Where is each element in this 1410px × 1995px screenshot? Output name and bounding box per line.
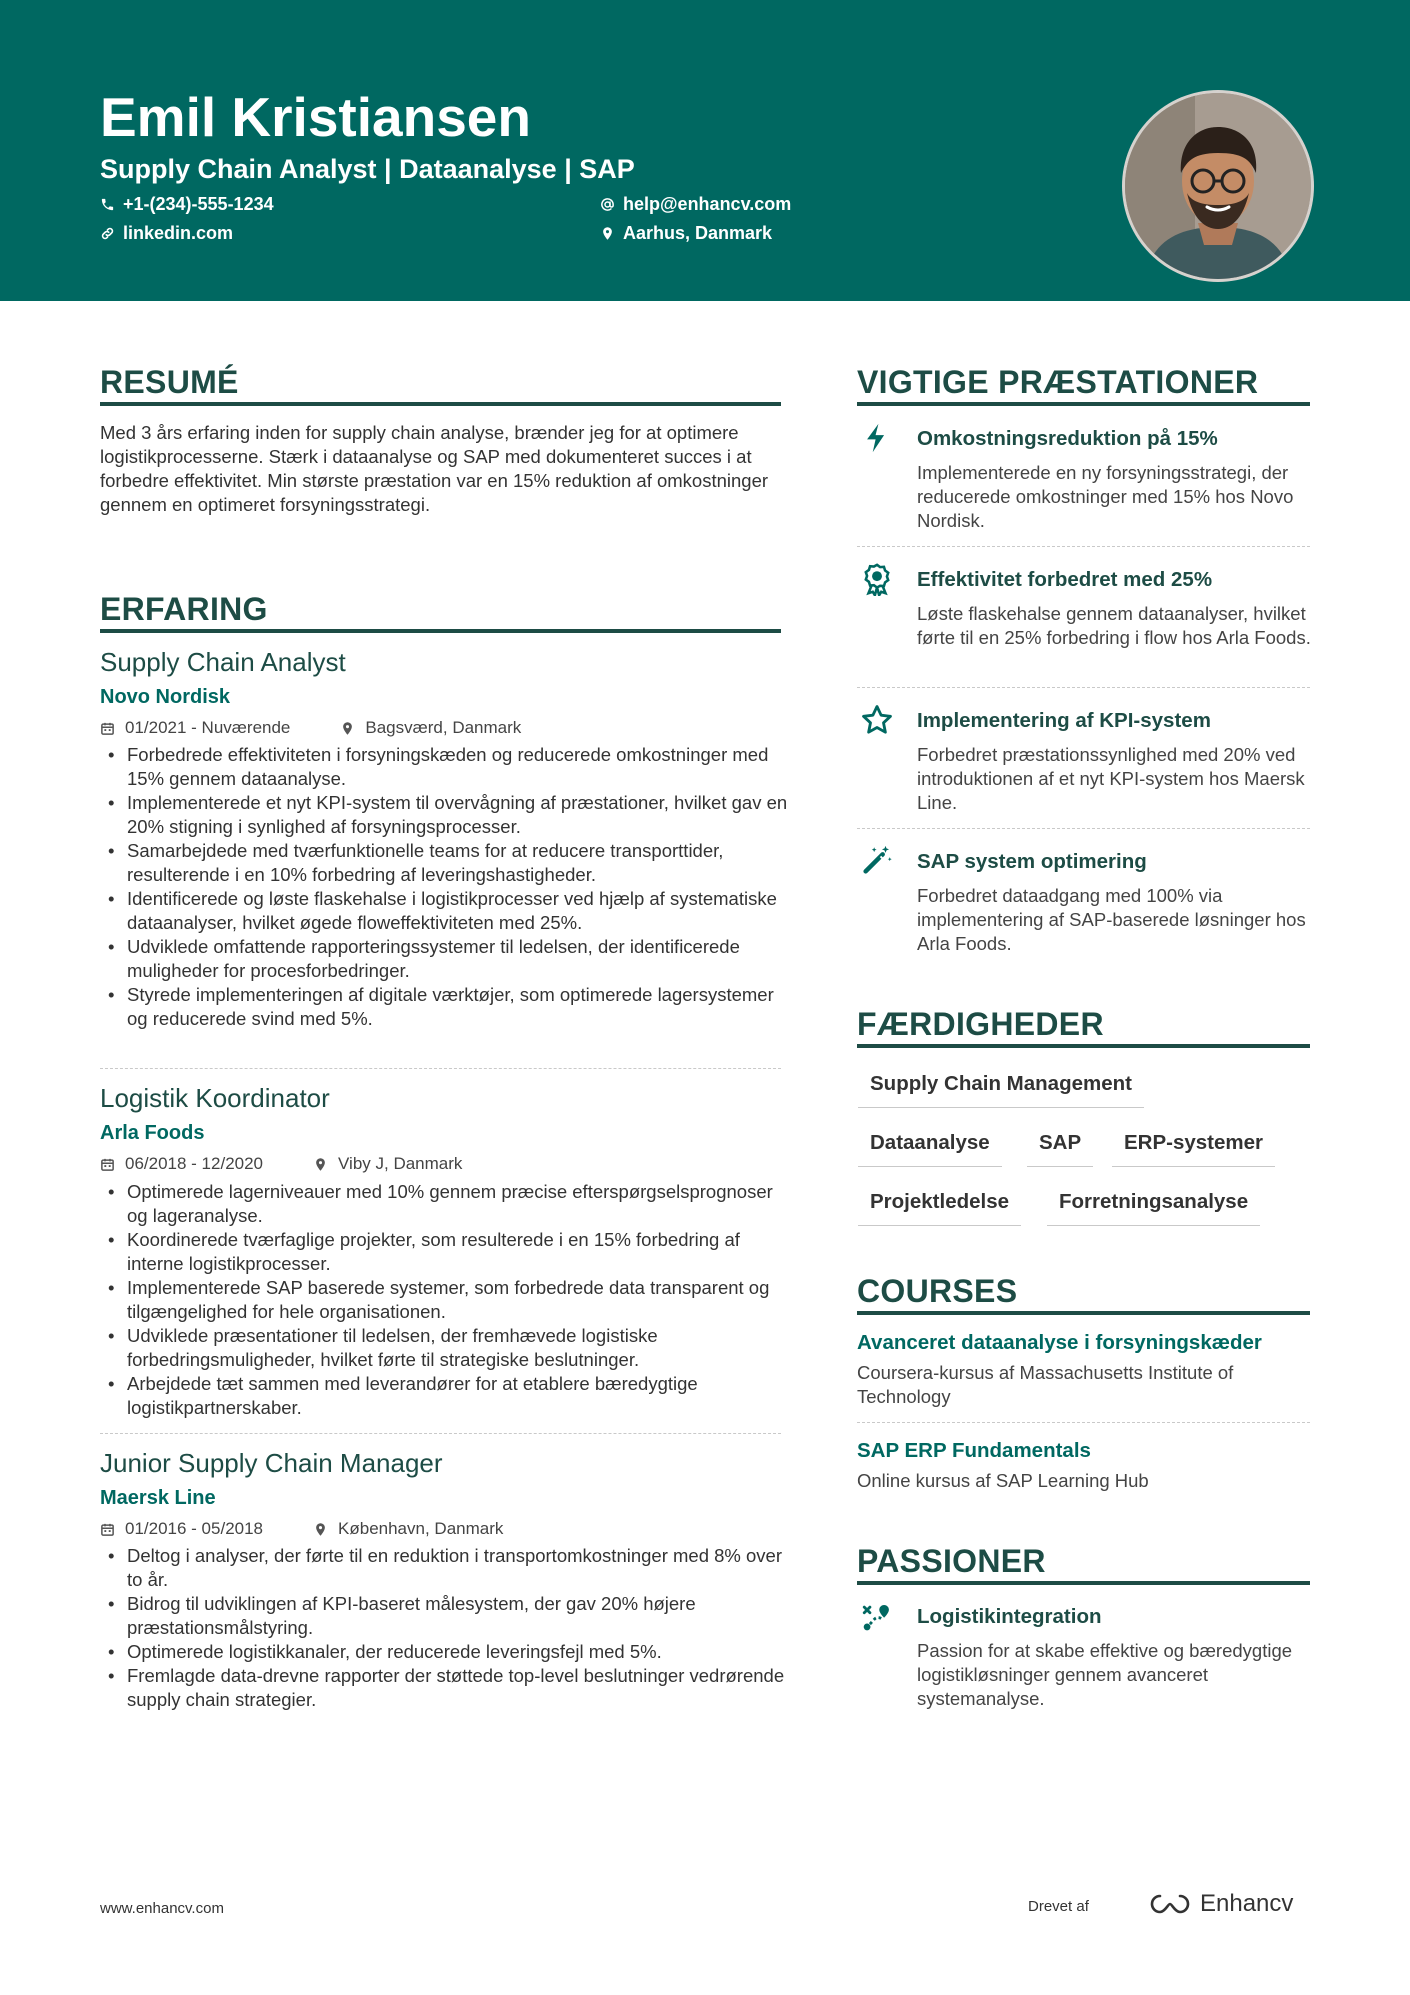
skill-tag: Supply Chain Management	[858, 1071, 1144, 1108]
summary-rule	[100, 402, 781, 406]
email-text: help@enhancv.com	[623, 194, 792, 214]
job-divider	[100, 1433, 781, 1434]
job-bullet: • Optimerede logistikkanaler, der reducerede leveringsfejl med 5%.	[100, 1640, 790, 1664]
job-bullet: • Optimerede lagerniveauer med 10% gennem præcise efterspørgselsprognoser og lageranalyse.	[100, 1180, 790, 1228]
skill-tag: Forretningsanalyse	[1047, 1189, 1260, 1226]
course-desc: Online kursus af SAP Learning Hub	[857, 1470, 1149, 1491]
skills-heading: FÆRDIGHEDER	[857, 1006, 1104, 1042]
achievements-heading: VIGTIGE PRÆSTATIONER	[857, 364, 1259, 400]
summary-heading: RESUMÉ	[100, 364, 239, 400]
job-bullet: • Koordinerede tværfaglige projekter, som resulterede i en 15% forbedring af interne logistikprocesser.	[100, 1228, 790, 1276]
job-bullet: • Forbedrede effektiviteten i forsyningskæden og reducerede omkostninger med 15% gennem dataanalyse.	[100, 743, 790, 791]
job-company: Novo Nordisk	[100, 686, 231, 708]
portrait-illustration	[1125, 93, 1311, 279]
skill-tag: ERP-systemer	[1112, 1130, 1275, 1167]
award-ribbon-icon	[860, 562, 894, 596]
job-bullet: • Identificerede og løste flaskehalse i logistikprocesser ved hjælp af systematiske dataanalyser, hvilket øgede floweffektiviteten med 25%.	[100, 887, 790, 935]
courses-rule	[857, 1311, 1310, 1315]
job-meta	[100, 1518, 503, 1540]
candidate-title: Supply Chain Analyst | Dataanalyse | SAP	[100, 154, 635, 184]
achievement-title: Effektivitet forbedret med 25%	[917, 568, 1213, 591]
job-bullet: • Udviklede præsentationer til ledelsen, der fremhævede logistiske forbedringsmuligheder, hvilket førte til strategiske beslutninger.	[100, 1324, 790, 1372]
achievement-divider	[857, 546, 1310, 547]
at-icon	[600, 197, 615, 212]
phone-icon	[100, 197, 115, 212]
achievement-title: Implementering af KPI-system	[917, 709, 1211, 732]
location-text: Aarhus, Danmark	[623, 223, 773, 243]
job-bullet: • Arbejdede tæt sammen med leverandører for at etablere bæredygtige logistikpartnerskaber.	[100, 1372, 790, 1420]
job-title: Logistik Koordinator	[100, 1083, 330, 1113]
achievement-title: Omkostningsreduktion på 15%	[917, 427, 1218, 450]
job-bullet: • Implementerede SAP baserede systemer, som forbedrede data transparent og tilgængelighed for hele organisationen.	[100, 1276, 790, 1324]
magic-wand-icon	[860, 843, 894, 877]
candidate-name: Emil Kristiansen	[100, 86, 531, 148]
achievement-divider	[857, 828, 1310, 829]
achievements-rule	[857, 402, 1310, 406]
resume-header	[0, 0, 1410, 301]
experience-heading: ERFARING	[100, 591, 268, 627]
job-dates: 01/2021 - Nuværende	[125, 718, 291, 737]
route-icon	[860, 1600, 894, 1634]
lightning-icon	[860, 421, 894, 455]
contact-location	[600, 221, 772, 245]
courses-heading: COURSES	[857, 1273, 1018, 1309]
experience-rule	[100, 629, 781, 633]
job-dates: 01/2016 - 05/2018	[125, 1519, 264, 1538]
skill-tag: SAP	[1027, 1130, 1093, 1167]
skill-tag: Projektledelse	[858, 1189, 1021, 1226]
job-bullet: • Fremlagde data-drevne rapporter der støttede top-level beslutninger vedrørende supply chain strategier.	[100, 1664, 790, 1712]
course-title: SAP ERP Fundamentals	[857, 1439, 1091, 1462]
enhancv-logo-text: Enhancv	[1200, 1890, 1294, 1917]
job-company: Arla Foods	[100, 1122, 205, 1144]
job-company: Maersk Line	[100, 1487, 216, 1509]
footer-website[interactable]: www.enhancv.com	[100, 1900, 224, 1917]
achievement-desc: Forbedret præstationssynlighed med 20% ved introduktionen af et nyt KPI-system hos Maersk Line.	[917, 744, 1305, 813]
location-pin-icon	[340, 721, 355, 736]
passion-title: Logistikintegration	[917, 1605, 1102, 1628]
course-desc: Coursera-kursus af Massachusetts Institute of Technology	[857, 1362, 1234, 1407]
achievement-desc: Implementerede en ny forsyningsstrategi, der reducerede omkostninger med 15% hos Novo Nordisk.	[917, 462, 1294, 531]
job-bullets	[100, 1544, 790, 1712]
job-bullet: • Udviklede omfattende rapporteringssystemer til ledelsen, der identificerede muligheder for procesforbedringer.	[100, 935, 790, 983]
star-icon	[860, 703, 894, 737]
job-bullet: • Bidrog til udviklingen af KPI-baseret målesystem, der gav 20% højere præstationsmålstyring.	[100, 1592, 790, 1640]
achievement-desc: Forbedret dataadgang med 100% via implementering af SAP-baserede løsninger hos Arla Foods.	[917, 885, 1306, 954]
achievement-desc: Løste flaskehalse gennem dataanalyser, hvilket førte til en 25% forbedring i flow hos Arla Foods.	[917, 603, 1311, 648]
contact-linkedin[interactable]	[100, 221, 233, 245]
location-pin-icon	[600, 226, 615, 241]
job-bullet: • Implementerede et nyt KPI-system til overvågning af præstationer, hvilket gav en 20% stigning i synlighed af forsyningsprocesser.	[100, 791, 790, 839]
job-bullet: • Samarbejdede med tværfunktionelle teams for at reducere transporttider, resulterende i en 10% forbedring af leveringshastigheder.	[100, 839, 790, 887]
job-bullet: • Styrede implementeringen af digitale værktøjer, som optimerede lagersystemer og reducerede svind med 5%.	[100, 983, 790, 1031]
job-location: Viby J, Danmark	[338, 1154, 463, 1173]
contact-phone[interactable]	[100, 192, 274, 216]
passion-heading: PASSIONER	[857, 1543, 1046, 1579]
linkedin-text: linkedin.com	[123, 223, 234, 243]
profile-photo	[1122, 90, 1314, 282]
achievement-title: SAP system optimering	[917, 850, 1147, 873]
course-divider	[857, 1422, 1310, 1423]
calendar-icon	[100, 1522, 115, 1537]
phone-text: +1-(234)-555-1234	[123, 194, 274, 214]
job-divider	[100, 1068, 781, 1069]
calendar-icon	[100, 1157, 115, 1172]
job-bullet: • Deltog i analyser, der førte til en reduktion i transportomkostninger med 8% over to år.	[100, 1544, 790, 1592]
skills-rule	[857, 1044, 1310, 1048]
job-bullets	[100, 743, 790, 1031]
job-bullets	[100, 1180, 790, 1420]
job-title: Junior Supply Chain Manager	[100, 1448, 443, 1478]
job-meta	[100, 1153, 462, 1175]
passion-rule	[857, 1581, 1310, 1585]
footer-powered-by: Drevet af	[1028, 1898, 1089, 1915]
skill-tag: Dataanalyse	[858, 1130, 1002, 1167]
calendar-icon	[100, 721, 115, 736]
enhancv-logo-icon	[1148, 1892, 1192, 1916]
location-pin-icon	[313, 1157, 328, 1172]
summary-text: Med 3 års erfaring inden for supply chain analyse, brænder jeg for at optimere logistikprocesserne. Stærk i dataanalyse og SAP med dokumenteret succes i at forbedre effektivitet. Min største præstation var en 15% reduktion af omkostninger gennem en optimeret forsyningsstrategi.	[100, 422, 769, 515]
passion-desc: Passion for at skabe effektive og bæredygtige logistikløsninger gennem avanceret systemanalyse.	[917, 1640, 1293, 1709]
job-title: Supply Chain Analyst	[100, 647, 346, 677]
contact-email[interactable]	[600, 192, 791, 216]
course-title: Avanceret dataanalyse i forsyningskæder	[857, 1331, 1262, 1354]
location-pin-icon	[313, 1522, 328, 1537]
job-meta	[100, 717, 521, 739]
job-location: Bagsværd, Danmark	[365, 718, 522, 737]
job-dates: 06/2018 - 12/2020	[125, 1154, 264, 1173]
job-location: København, Danmark	[338, 1519, 504, 1538]
achievement-divider	[857, 687, 1310, 688]
link-icon	[100, 226, 115, 241]
enhancv-logo[interactable]	[1148, 1890, 1293, 1918]
